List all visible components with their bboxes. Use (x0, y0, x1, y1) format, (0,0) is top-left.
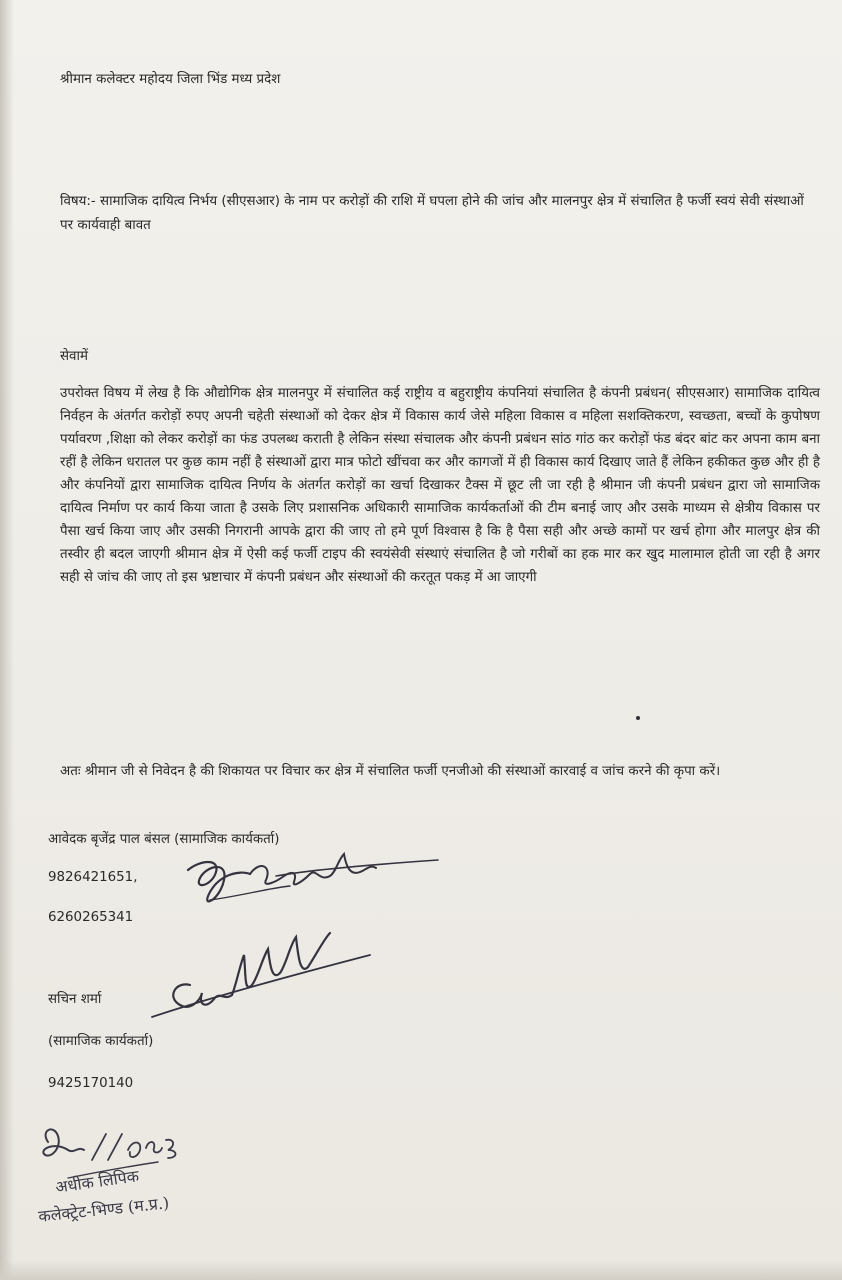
applicant-phone-1: 9826421651, (48, 870, 138, 885)
body-paragraph: उपरोक्त विषय में लेख है कि औद्योगिक क्षेत्र मालनपुर में संचालित कई राष्ट्रीय व बहुराष्ट्रीय कंपनियां संचालित है कंपनी प्रबंधन( सीएसआर) सामाजिक दायित्व निर्वहन के अंतर्गत करोड़ों रुपए अपनी चहेती संस्थाओं को देकर क्षेत्र में विकास कार्य जेसे महिला विकास व महिला सशक्तिकरण, स्वच्छता, बच्चों के कुपोषण पर्यावरण ,शिक्षा को लेकर करोड़ों का फंड उपलब्ध कराती है लेकिन संस्था संचालक और कंपनी प्रबंधन सांठ गांठ कर करोड़ों फंड बंदर बांट कर अपना काम बना रहीं है लेकिन धरातल पर कुछ काम नहीं है संस्थाओं द्वारा मात्र फोटो खींचवा कर और कागजों में ही विकास कार्य दिखाए जाते हैं लेकिन हकीकत कुछ और ही है और कंपनियों द्वारा सामाजिक दायित्व निर्णय के अंतर्गत करोड़ों का खर्चा दिखाकर टैक्स में छूट ली जा रही है श्रीमान जी कंपनी प्रबंधन द्वारा जो सामाजिक दायित्व निर्माण पर कार्य किया जाता है उसके लिए प्रशासनिक अधिकारी सामाजिक कार्यकर्ताओं की टीम बनाई जाए और उसके माध्यम से क्षेत्रीय विकास पर पैसा खर्च किया जाए और उसकी निगरानी आपके द्वारा की जाए तो हमे पूर्ण विश्वास है कि है पैसा सही और अच्छे कामों पर खर्च होगा और मालपुर क्षेत्र की तस्वीर ही बदल जाएगी श्रीमान क्षेत्र में ऐसी कई फर्जी टाइप की स्वयंसेवी संस्थाएं संचालित है जो गरीबों का हक मार कर खुद मालामाल होती जा रही है अगर सही से जांच की जाए तो इस भ्रष्टाचार में कंपनी प्रबंधन और संस्थाओं की करतूत पकड़ में आ जाएगी (60, 386, 820, 585)
second-role: (सामाजिक कार्यकर्ता) (48, 1034, 154, 1049)
second-signature (140, 915, 380, 1030)
addressee-line: श्रीमान कलेक्टर महोदय जिला भिंड मध्य प्रदेश (60, 72, 281, 87)
second-phone: 9425170140 (48, 1076, 134, 1091)
stamp-designation: अधीक लिपिक (54, 1166, 141, 1197)
paper-shadow-bottom (0, 1260, 842, 1280)
applicant-name: आवेदक बृजेंद्र पाल बंसल (सामाजिक कार्यकर्ता) (48, 832, 280, 847)
second-name: सचिन शर्मा (48, 992, 102, 1007)
applicant-phone-2: 6260265341 (48, 910, 134, 925)
subject-line: विषय:- सामाजिक दायित्व निर्भय (सीएसआर) के नाम पर करोड़ों की राशि में घपला होने की जांच और मालनपुर क्षेत्र में संचालित है फर्जी स्वयं सेवी संस्थाओं पर कार्यवाही बावत (60, 194, 804, 233)
paper-shadow-left (0, 0, 14, 1280)
salutation: सेवामें (60, 349, 88, 364)
request-paragraph: अतः श्रीमान जी से निवेदन है की शिकायत पर विचार कर क्षेत्र में संचालित फर्जी एनजीओ की संस्थाओं कारवाई व जांच करने की कृपा करें। (60, 764, 721, 779)
ink-dot (636, 716, 640, 720)
stamp-office: कलेक्ट्रेट-भिण्ड (म.प्र.) (37, 1193, 171, 1226)
